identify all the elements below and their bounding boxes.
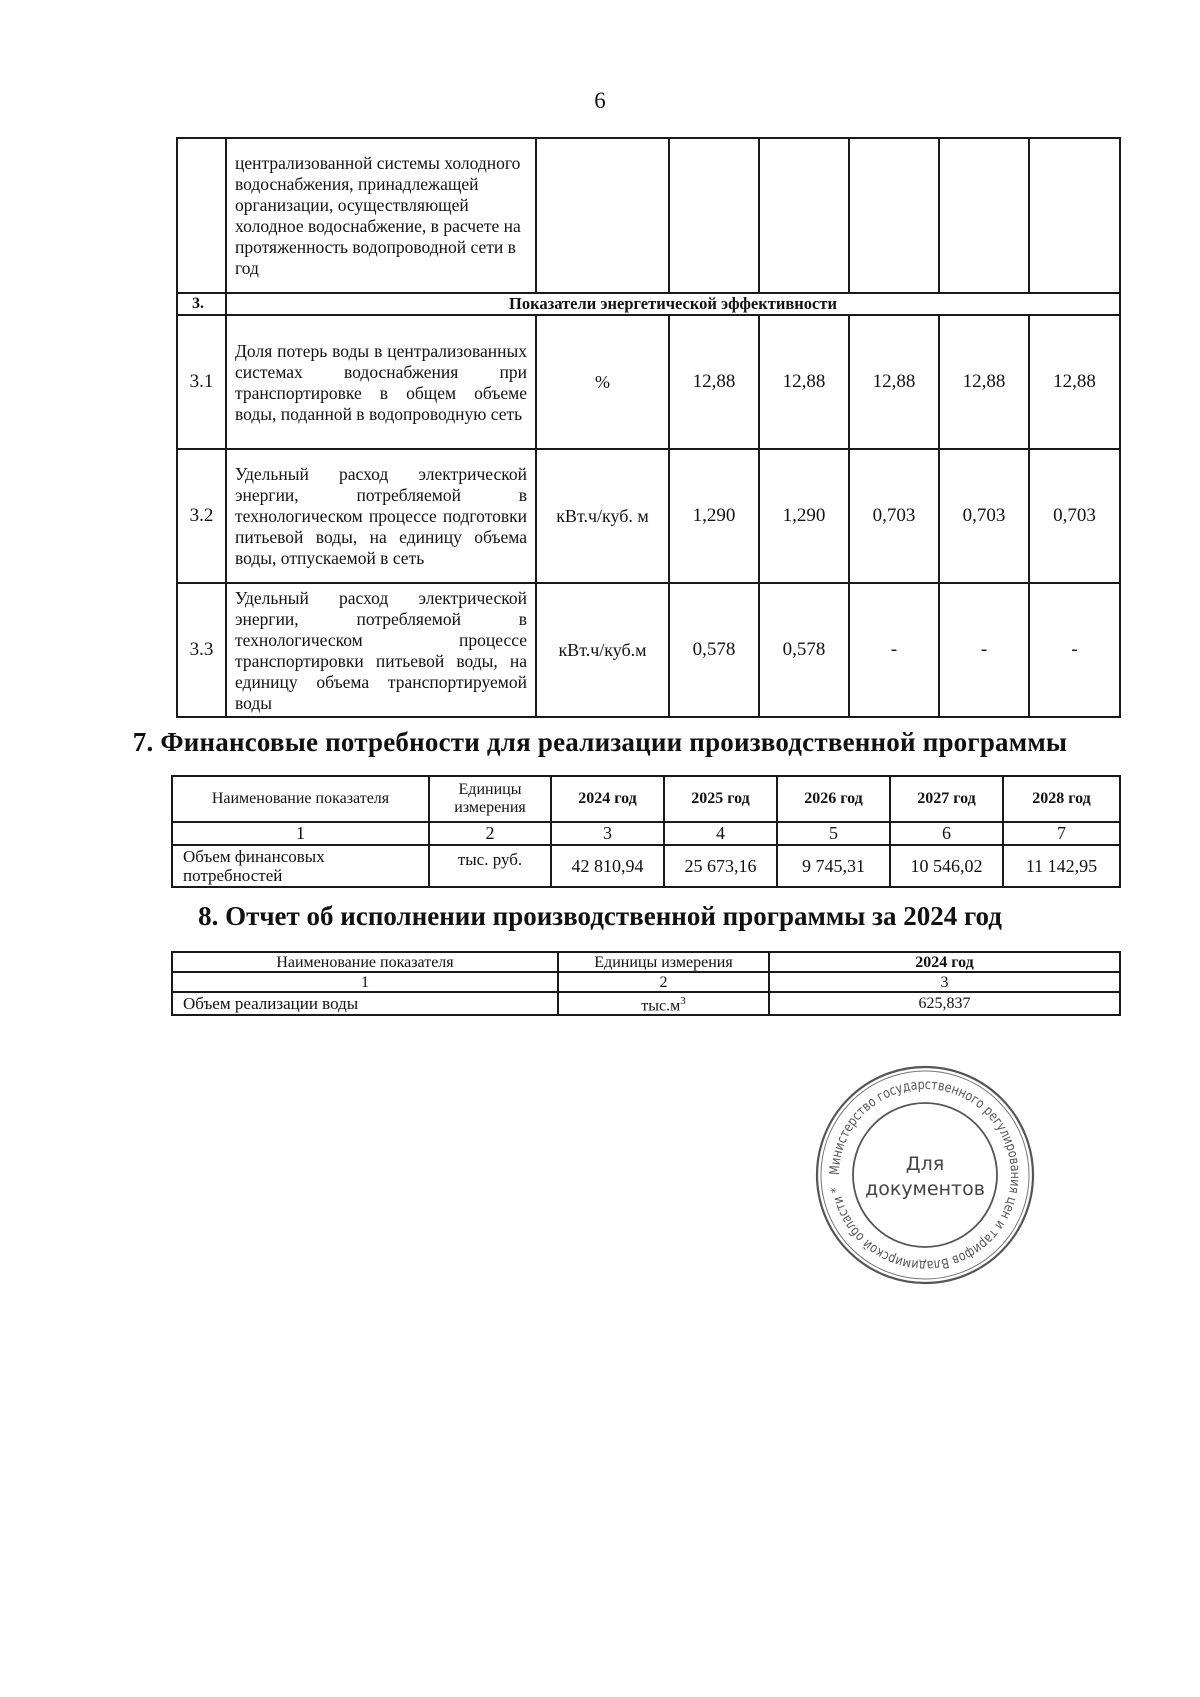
unit-cell [558,992,769,1015]
official-stamp [810,1060,1040,1290]
column-header: Единицы измерения [558,952,769,972]
table-row [172,992,1120,1015]
stamp-ring-textpath: Министерство государственного регулирования цен и тарифов Владимирской области * [826,1076,1024,1274]
value-cell: 12,88 [669,315,759,449]
column-header: 2025 год [664,776,777,822]
page-number: 6 [594,88,606,113]
value-cell: 0,703 [849,449,939,583]
program-report-table [171,951,1121,1016]
table-row [177,138,1120,293]
table-index-row [172,822,1120,845]
indicator-name: Удельный расход электрической энергии, потребляемой в технологическом процессе транспортировки питьевой воды, на единицу объема транспортируемой воды [226,583,536,717]
value-cell: - [1029,583,1120,717]
indicators-table [176,137,1121,718]
indicator-name: Удельный расход электрической энергии, потребляемой в технологическом процессе подготовки питьевой воды, на единицу объема воды, отпускаемой в сеть [226,449,536,583]
table-row [177,583,1120,717]
column-header: Единицы измерения [429,776,551,822]
column-index: 1 [172,822,429,845]
section-number: 3. [177,293,226,315]
stamp-center-line2: документов [865,1178,985,1200]
value-cell: 1,290 [669,449,759,583]
section-7-heading: 7. Финансовые потребности для реализации производственной программы [132,727,1068,757]
indicator-name: Объем реализации воды [172,992,558,1015]
value-cell: 12,88 [849,315,939,449]
column-index: 5 [777,822,890,845]
stamp-inner-ring [853,1103,997,1247]
table-row [172,845,1120,887]
column-header: 2024 год [551,776,664,822]
value-cell: 0,578 [669,583,759,717]
indicator-name: Объем финансовых потребностей [172,845,429,887]
value-cell: 0,703 [1029,449,1120,583]
value-cell: 12,88 [759,315,849,449]
unit-cell: % [536,315,669,449]
column-index: 2 [429,822,551,845]
indicator-name: централизованной системы холодного водоснабжения, принадлежащей организации, осуществляющей холодное водоснабжение, в расчете на протяженность водопроводной сети в год [226,138,536,293]
column-index: 2 [558,972,769,992]
table-row [177,449,1120,583]
value-cell: 12,88 [939,315,1029,449]
value-cell: 0,703 [939,449,1029,583]
value-cell: 1,290 [759,449,849,583]
column-header: Наименование показателя [172,776,429,822]
row-number: 3.2 [177,449,226,583]
unit-cell: тыс. руб. [429,845,551,887]
stamp-ring-text [827,1077,1023,1273]
value-cell: 25 673,16 [664,845,777,887]
unit-cell: кВт.ч/куб.м [536,583,669,717]
stamp-center-line1: Для [905,1153,945,1175]
column-header: 2028 год [1003,776,1120,822]
unit-superscript: 3 [680,995,686,1007]
section-row [177,293,1120,315]
table-header-row [172,776,1120,822]
value-cell: 12,88 [1029,315,1120,449]
table-index-row [172,972,1120,992]
column-index: 3 [769,972,1120,992]
value-cell: 10 546,02 [890,845,1003,887]
section-8-heading: 8. Отчет об исполнении производственной программы за 2024 год [198,901,1002,931]
value-cell: - [939,583,1029,717]
row-number: 3.3 [177,583,226,717]
value-cell: 11 142,95 [1003,845,1120,887]
column-header: Наименование показателя [172,952,558,972]
value-cell: 0,578 [759,583,849,717]
table-row [177,315,1120,449]
table-header-row [172,952,1120,972]
section-title: Показатели энергетической эффективности [226,293,1120,315]
value-cell: - [849,583,939,717]
value-cell: 42 810,94 [551,845,664,887]
value-cell: 9 745,31 [777,845,890,887]
unit-text: тыс.м [641,997,681,1015]
column-header: 2024 год [769,952,1120,972]
financial-needs-table [171,775,1121,888]
column-index: 3 [551,822,664,845]
row-number: 3.1 [177,315,226,449]
value-cell: 625,837 [769,992,1120,1015]
column-index: 7 [1003,822,1120,845]
column-index: 1 [172,972,558,992]
column-header: 2026 год [777,776,890,822]
indicator-name: Доля потерь воды в централизованных системах водоснабжения при транспортировке в общем объеме воды, поданной в водопроводную сеть [226,315,536,449]
stamp-outer-ring [817,1067,1033,1283]
column-index: 4 [664,822,777,845]
unit-cell: кВт.ч/куб. м [536,449,669,583]
column-header: 2027 год [890,776,1003,822]
column-index: 6 [890,822,1003,845]
